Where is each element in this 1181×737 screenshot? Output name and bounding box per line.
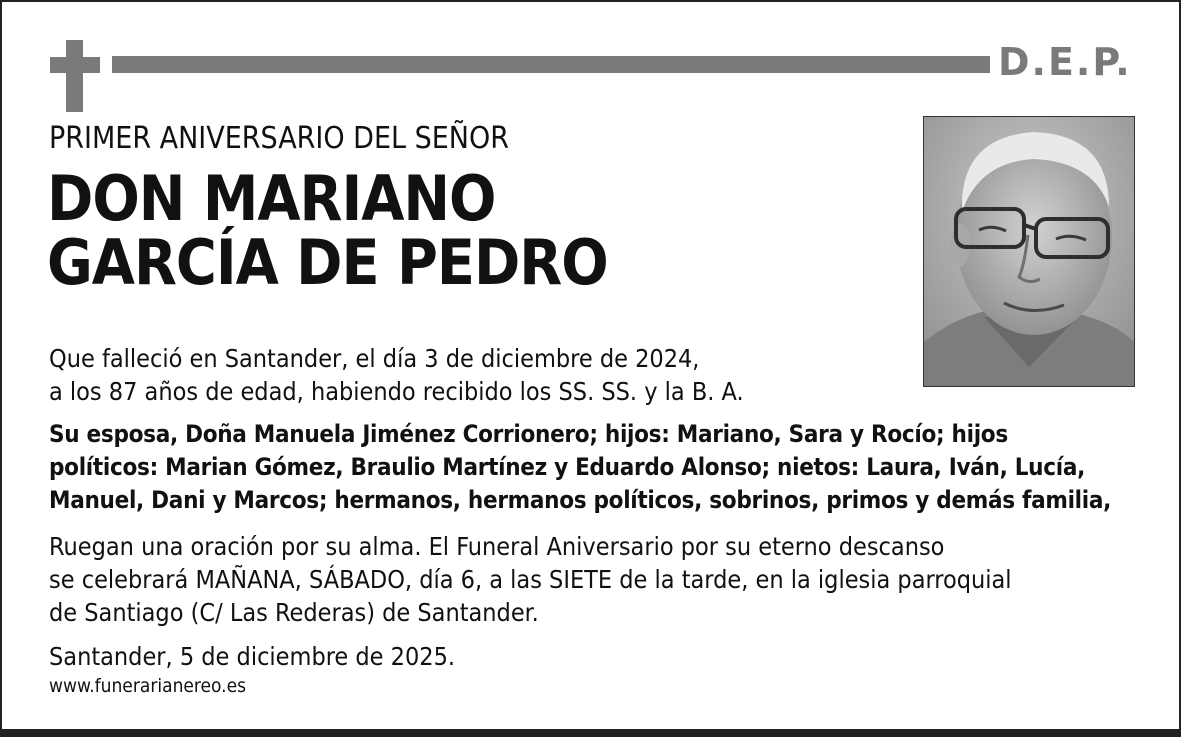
name-line-2: GARCÍA DE PEDRO	[47, 226, 608, 299]
funeral-line-2: se celebrará MAÑANA, SÁBADO, día 6, a las SIETE de la tarde, en la iglesia parroquial	[49, 565, 1012, 594]
death-notice-line-1: Que falleció en Santander, el día 3 de diciembre de 2024,	[49, 344, 700, 373]
funeral-details	[49, 530, 1012, 629]
dep-label: D.E.P.	[998, 40, 1132, 84]
header-rule	[112, 56, 990, 73]
funeral-line-3: de Santiago (C/ Las Rederas) de Santander.	[49, 598, 539, 627]
family-line-2: políticos: Marian Gómez, Braulio Martínez y Eduardo Alonso; nietos: Laura, Iván, Lucía,	[49, 453, 1086, 481]
family-line-3: Manuel, Dani y Marcos; hermanos, hermanos políticos, sobrinos, primos y demás familia,	[49, 486, 1112, 514]
family-list	[49, 418, 1111, 517]
name-line-1: DON MARIANO	[47, 162, 496, 235]
death-notice	[49, 342, 744, 408]
portrait-illustration	[924, 117, 1134, 386]
death-notice-line-2: a los 87 años de edad, habiendo recibido los SS. SS. y la B. A.	[49, 377, 744, 406]
deceased-name	[47, 162, 608, 299]
funeral-line-1: Ruegan una oración por su alma. El Funeral Aniversario por su eterno descanso	[49, 532, 945, 561]
anniversary-subtitle: PRIMER ANIVERSARIO DEL SEÑOR	[49, 121, 509, 156]
date-place: Santander, 5 de diciembre de 2025.	[49, 642, 456, 671]
cross-icon	[50, 40, 100, 112]
family-line-1: Su esposa, Doña Manuela Jiménez Corrionero; hijos: Mariano, Sara y Rocío; hijos	[49, 420, 1008, 448]
website-link[interactable]: www.funerarianereo.es	[49, 675, 247, 697]
portrait-photo	[923, 116, 1135, 387]
